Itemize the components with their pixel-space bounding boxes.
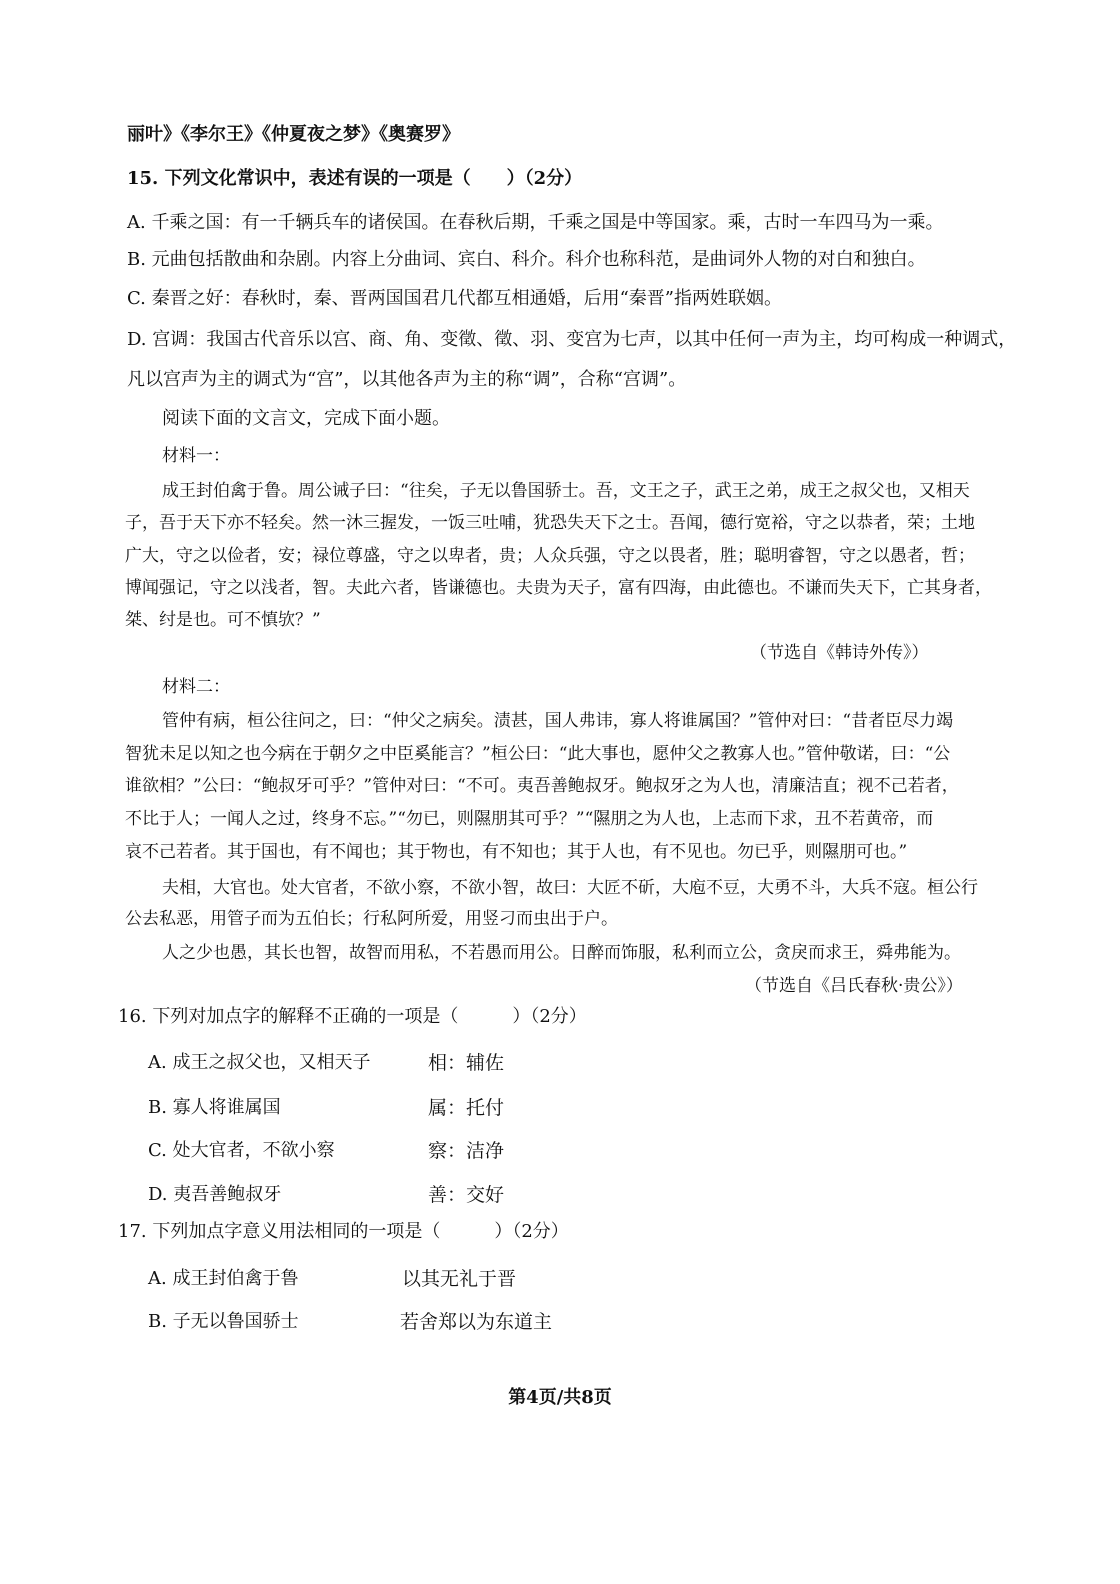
material-2-line: 不比于人；一闻人之过，终身不忘。”“勿已，则隰朋其可乎？”“隰朋之为人也，上志而下求，丑不若黄帝，而 <box>125 809 934 829</box>
material-2-label: 材料二： <box>162 677 230 697</box>
reading-instruction: 阅读下面的文言文，完成下面小题。 <box>162 408 450 429</box>
material-2-line: 谁欲相？”公曰：“鲍叔牙可乎？”管仲对曰：“不可。夷吾善鲍叔牙。鲍叔牙之为人也，清廉洁直；视不己若者， <box>125 776 959 796</box>
q15-stem: 15. 下列文化常识中，表述有误的一项是（ ）（2分） <box>127 168 583 189</box>
q16-option-answer: 察：洁净 <box>428 1140 505 1162</box>
q15-option-d-line2: 凡以宫声为主的调式为“宫”，以其他各声为主的称“调”，合称“宫调”。 <box>127 369 687 390</box>
q16-stem: 16. 下列对加点字的解释不正确的一项是（ ）（2分） <box>118 1006 587 1027</box>
material-2-line: 管仲有病，桓公往问之，曰：“仲父之病矣。渍甚，国人弗讳，寡人将谁属国？”管仲对曰：“昔者臣尽力竭 <box>162 711 954 731</box>
q16-option-answer: 相：辅佐 <box>428 1052 505 1074</box>
q17-stem: 17. 下列加点字意义用法相同的一项是（ ）（2分） <box>118 1221 569 1242</box>
material-1-line: 桀、纣是也。可不慎欤？” <box>125 610 321 630</box>
material-1-line: 博闻强记，守之以浅者，智。夫此六者，皆谦德也。夫贵为天子，富有四海，由此德也。不谦而失天下，亡其身者， <box>125 578 992 598</box>
page-footer: 第4页/共8页 <box>508 1387 612 1408</box>
q17-option-label: B. 子无以鲁国骄士 <box>148 1311 299 1332</box>
material-2-line: 人之少也愚，其长也智，故智而用私，不若愚而用公。日醉而饰服，私利而立公，贪戾而求王，舜弗能为。 <box>162 943 961 963</box>
q16-option-answer: 善：交好 <box>428 1184 505 1206</box>
q16-option-answer: 属：托付 <box>428 1097 505 1119</box>
q15-option-b: B. 元曲包括散曲和杂剧。内容上分曲词、宾白、科介。科介也称科范，是曲词外人物的对白和独白。 <box>127 249 926 270</box>
q15-option-c: C. 秦晋之好：春秋时，秦、晋两国国君几代都互相通婚，后用“秦晋”指两姓联姻。 <box>127 288 782 309</box>
q16-option-label: D. 夷吾善鲍叔牙 <box>148 1184 282 1205</box>
material-1-source: （节选自《韩诗外传》） <box>750 643 929 663</box>
q15-option-a: A. 千乘之国：有一千辆兵车的诸侯国。在春秋后期，千乘之国是中等国家。乘，古时一车四马为一乘。 <box>127 212 944 233</box>
q16-option-label: C. 处大官者，不欲小察 <box>148 1140 335 1161</box>
material-2-source: （节选自《吕氏春秋·贵公》） <box>745 976 963 996</box>
material-2-line: 夫相，大官也。处大官者，不欲小察，不欲小智，故曰：大匠不斫，大庖不豆，大勇不斗，大兵不寇。桓公行 <box>162 878 978 898</box>
q16-option-label: A. 成王之叔父也，又相天子 <box>148 1052 371 1073</box>
material-1-line: 广大，守之以俭者，安；禄位尊盛，守之以卑者，贵；人众兵强，守之以畏者，胜；聪明睿智，守之以愚者，哲； <box>125 546 975 566</box>
material-1-label: 材料一： <box>162 446 230 466</box>
q16-option-label: B. 寡人将谁属国 <box>148 1097 281 1118</box>
q17-option-label: A. 成王封伯禽于鲁 <box>148 1268 299 1289</box>
intro-tail: 丽叶》《李尔王》《仲夏夜之梦》《奥赛罗》 <box>127 124 460 145</box>
q17-option-answer: 若舍郑以为东道主 <box>400 1311 553 1333</box>
material-2-line: 智犹未足以知之也今病在于朝夕之中臣奚能言？”桓公曰：“此大事也，愿仲父之教寡人也。”管仲敬诺，曰：“公 <box>125 744 951 764</box>
material-2-line: 公去私恶，用管子而为五伯长；行私阿所爱，用竖刁而虫出于户。 <box>125 909 618 929</box>
material-1-line: 子，吾于天下亦不轻矣。然一沐三握发，一饭三吐哺，犹恐失天下之士。吾闻，德行宽裕，守之以恭者，荣；土地 <box>125 513 975 533</box>
q15-option-d-line1: D. 宫调：我国古代音乐以宫、商、角、变徵、徵、羽、变宫为七声，以其中任何一声为主，均可构成一种调式， <box>127 329 1017 350</box>
material-2-line: 哀不己若者。其于国也，有不闻也；其于物也，有不知也；其于人也，有不见也。勿已乎，则隰朋可也。” <box>125 842 908 862</box>
material-1-line: 成王封伯禽于鲁。周公诫子曰：“往矣，子无以鲁国骄士。吾，文王之子，武王之弟，成王之叔父也，又相天 <box>162 481 970 501</box>
q17-option-answer: 以其无礼于晋 <box>402 1268 517 1290</box>
